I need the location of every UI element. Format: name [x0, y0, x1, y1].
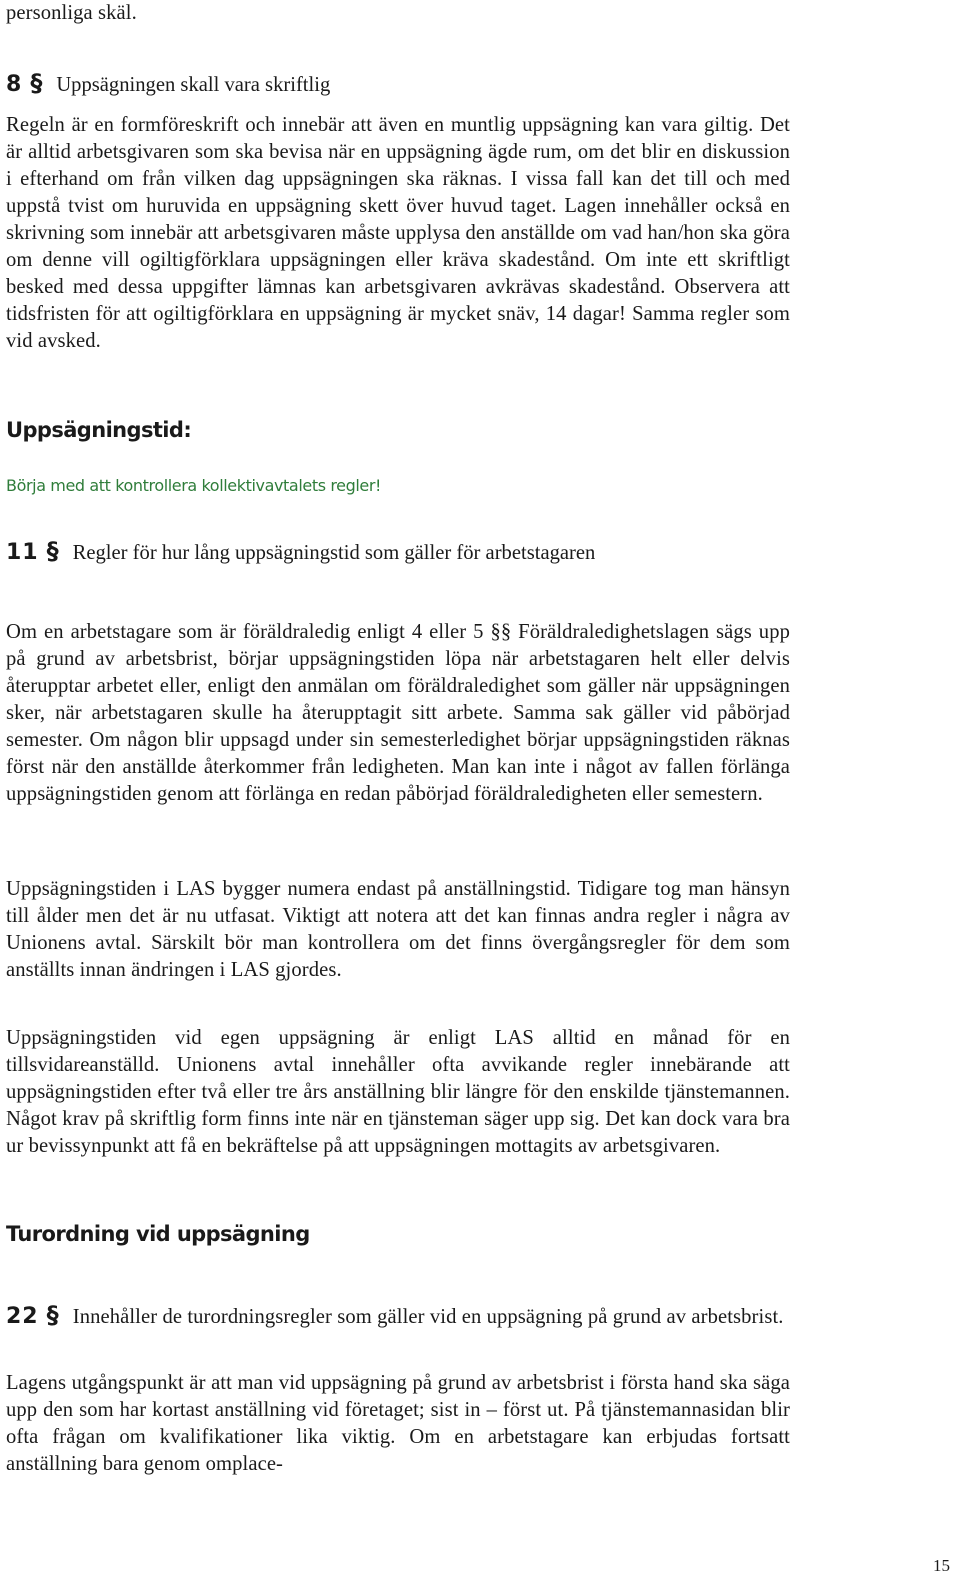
paragraph-sign-icon: §	[30, 69, 43, 97]
section-22-title: Innehåller de turordningsregler som gäller vid en uppsägning på grund av arbetsbrist.	[72, 1306, 784, 1328]
intro-fragment: personliga skäl.	[6, 2, 137, 24]
section-11-paragraph-2-block	[6, 876, 790, 984]
heading-notice-period: Uppsägningstid:	[6, 418, 192, 442]
section-11-paragraph-1: Om en arbetstagare som är föräldraledig enligt 4 eller 5 §§ Föräldraledighetslagen sägs upp på grund av arbetsbrist, börjar uppsägningstiden löpa när arbetstagaren helt eller delvis återupptar arbetet eller, enligt den anmälan om föräldraledighet som gäller när uppsägningen sker, när arbetstagaren skulle ha återupptagit sitt arbete. Samma sak gäller vid påbörjad semester. Om någon blir uppsagd under sin semesterledighet börjar uppsägningstiden räknas först när den anställde återkommer från ledigheten. Man kan inte i något av fallen förlänga uppsägningstiden genom att förlänga en redan påbörjad föräldraledigheten eller semestern.	[6, 621, 790, 805]
section-22-paragraph: Lagens utgångspunkt är att man vid uppsägning på grund av arbetsbrist i första hand ska säga upp den som har kortast anställning vid företaget; sist in – först ut. På tjänstemannasidan blir ofta frågan om kvalifikationer lika viktig. Om en arbetstagare kan erbjudas fortsatt anställning bara genom omplace-	[6, 1372, 790, 1475]
section-11-number: 11	[6, 540, 39, 565]
page-number: 15	[933, 1556, 950, 1575]
section-8-body	[6, 112, 790, 355]
section-22-heading	[6, 1302, 790, 1331]
paragraph-sign-icon: §	[46, 537, 59, 565]
section-8-number: 8	[6, 72, 23, 97]
section-8-heading	[6, 70, 330, 99]
heading-order-of-dismissal: Turordning vid uppsägning	[6, 1222, 310, 1246]
notice-note: Börja med att kontrollera kollektivavtalets regler!	[6, 476, 382, 495]
section-11-paragraph-2: Uppsägningstiden i LAS bygger numera endast på anställningstid. Tidigare tog man hänsyn till ålder men det är nu utfasat. Viktigt att notera att det kan finnas andra regler i några av Unionens avtal. Särskilt bör man kontrollera om det finns övergångsregler för dem som anställts innan ändringen i LAS gjordes.	[6, 878, 790, 981]
section-11-paragraph-1-block	[6, 619, 790, 808]
section-8-paragraph: Regeln är en formföreskrift och innebär att även en muntlig uppsägning kan vara giltig. Det är alltid arbetsgivaren som ska bevisa när en uppsägning ägde rum, om det blir en diskussion i efterhand om från vilken dag uppsägningen ska räknas. I vissa fall kan det till och med uppstå tvist om huruvida en uppsägning skett över huvud taget. Lagen innehåller också en skrivning som innebär att arbetsgivaren måste upplysa den anställde om vad han/hon ska göra om denne vill ogiltigförklara uppsägningen eller kräva skadestånd. Om inte ett skriftligt besked med dessa uppgifter lämnas kan arbetsgivaren avkrävas skadestånd. Observera att tidsfristen för att ogiltigförklara en uppsägning är mycket snäv, 14 dagar! Samma regler som vid avsked.	[6, 114, 790, 352]
section-11-paragraph-3-block	[6, 1025, 790, 1160]
section-8-title: Uppsägningen skall vara skriftlig	[56, 74, 331, 96]
section-22-body	[6, 1370, 790, 1478]
intro-fragment-block	[6, 0, 790, 27]
section-22-heading-block	[6, 1302, 790, 1331]
section-11-heading	[6, 538, 595, 567]
section-11-paragraph-3: Uppsägningstiden vid egen uppsägning är enligt LAS alltid en månad för en tillsvidareanställd. Unionens avtal innehåller ofta avvikande regler innebärande att uppsägningstiden efter två eller tre års anställning blir längre för den enskilde tjänstemannen. Något krav på skriftlig form finns inte när en tjänsteman säger upp sig. Det kan dock vara bra ur bevissynpunkt att få en bekräftelse på att uppsägningen mottagits av arbetsgivaren.	[6, 1027, 790, 1157]
section-11-title: Regler för hur lång uppsägningstid som gäller för arbetstagaren	[72, 542, 596, 564]
paragraph-sign-icon: §	[46, 1301, 59, 1329]
section-22-number: 22	[6, 1304, 39, 1329]
